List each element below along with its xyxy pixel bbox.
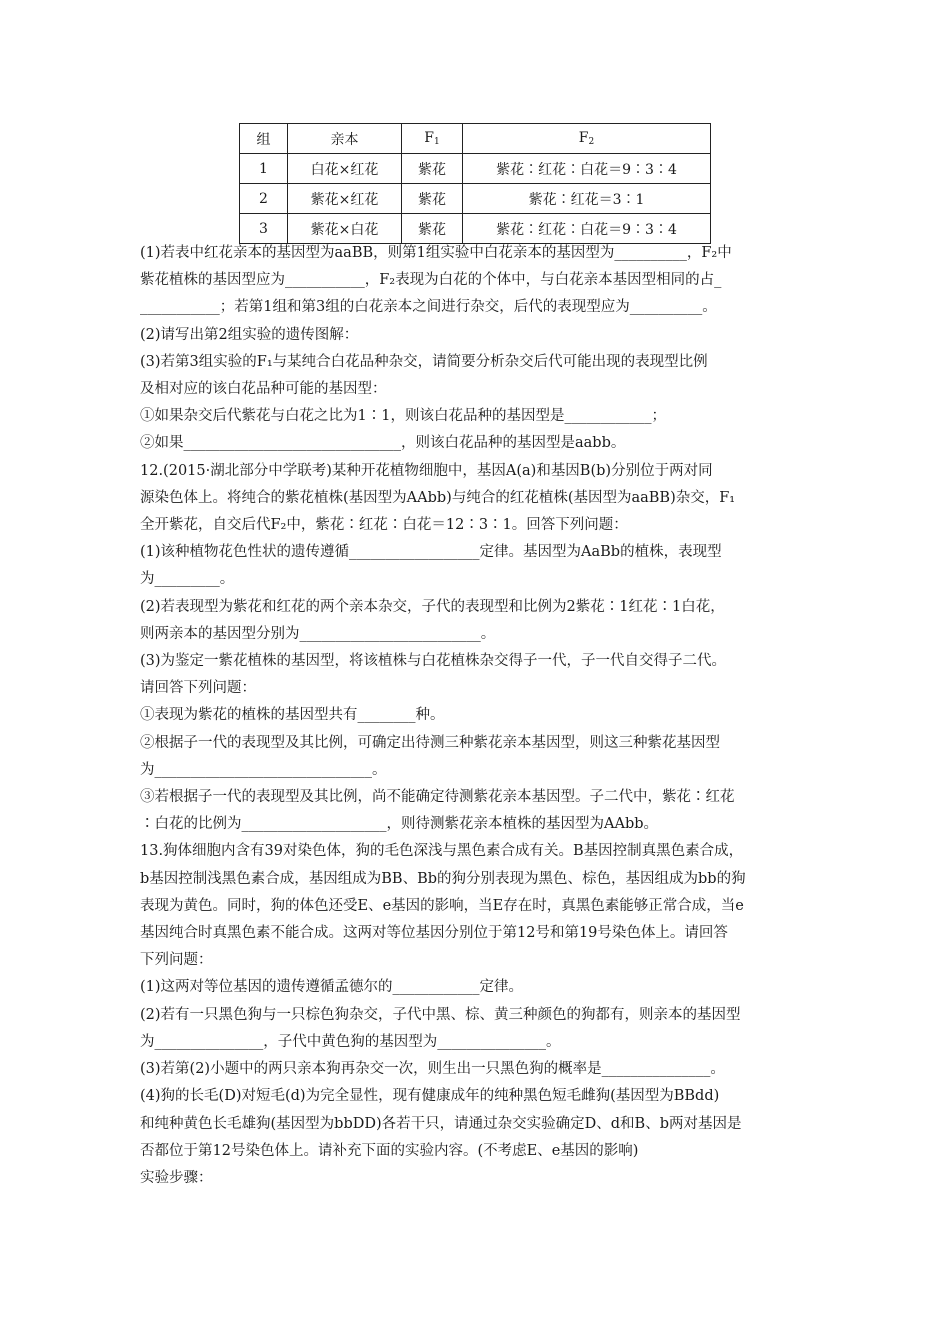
text-line: 下列问题： — [140, 952, 213, 969]
text-line: 及相对应的该白花品种可能的基因型： — [140, 381, 387, 398]
text-line: 表现为黄色。同时，狗的体色还受E、e基因的影响，当E存在时，真黑色素能够正常合成，当e — [140, 897, 744, 914]
table-cell: 紫花∶红花∶白花＝9∶3∶4 — [463, 154, 711, 184]
text-line: ②根据子一代的表现型及其比例，可确定出待测三种紫花亲本基因型，则这三种紫花基因型 — [140, 734, 720, 751]
text-line: ③若根据子一代的表现型及其比例，尚不能确定待测紫花亲本基因型。子二代中，紫花∶红花 — [140, 789, 735, 806]
table-cell: 1 — [240, 154, 288, 184]
text-line: 紫花植株的基因型应为___________，F₂表现为白花的个体中，与白花亲本基因型相同的占_ — [140, 272, 722, 289]
table-row — [240, 154, 711, 184]
text-line: (3)为鉴定一紫花植株的基因型，将该植株与白花植株杂交得子一代，子一代自交得子二代。 — [140, 653, 727, 670]
header-f1: $F_1$ — [402, 124, 463, 154]
text-line: 12.(2015·湖北部分中学联考)某种开花植物细胞中，基因A(a)和基因B(b)分别位于两对同 — [140, 462, 713, 479]
text-line: 为______________________________。 — [140, 761, 387, 778]
table-cell: 紫花∶红花∶白花＝9∶3∶4 — [463, 214, 711, 244]
text-line: ∶白花的比例为____________________，则待测紫花亲本植株的基因型为AAbb。 — [140, 816, 659, 833]
table-cell: 紫花∶红花＝3∶1 — [463, 184, 711, 214]
text-line: 全开紫花，自交后代F₂中，紫花∶红花∶白花＝12∶3∶1。回答下列问题： — [140, 517, 628, 534]
text-line: 实验步骤： — [140, 1169, 213, 1186]
table-header-row — [240, 124, 711, 154]
table-row — [240, 214, 711, 244]
table-cell: 紫花×白花 — [288, 214, 402, 244]
text-line: (3)若第3组实验的F₁与某纯合白花品种杂交，请简要分析杂交后代可能出现的表现型比例 — [140, 353, 708, 370]
text-line: 为_______________，子代中黄色狗的基因型为_______________。 — [140, 1033, 561, 1050]
text-line: 源染色体上。将纯合的紫花植株(基因型为AAbb)与纯合的红花植株(基因型为aaBB)杂交，F₁ — [140, 489, 736, 506]
header-f2: $F_2$ — [463, 124, 711, 154]
text-line: 13.狗体细胞内含有39对染色体，狗的毛色深浅与黑色素合成有关。B基因控制真黑色素合成， — [140, 843, 744, 860]
text-line: (2)若表现型为紫花和红花的两个亲本杂交，子代的表现型和比例为2紫花∶1红花∶1白花， — [140, 598, 725, 615]
text-line: b基因控制浅黑色素合成，基因组成为BB、Bb的狗分别表现为黑色、棕色，基因组成为bb的狗 — [140, 870, 746, 887]
text-line: ①表现为紫花的植株的基因型共有________种。 — [140, 707, 445, 724]
text-line: ②如果______________________________，则该白花品种的基因型是aabb。 — [140, 435, 626, 452]
table-cell: 紫花 — [402, 154, 463, 184]
table-cell: 3 — [240, 214, 288, 244]
text-line: 请回答下列问题： — [140, 680, 256, 697]
text-line: (3)若第(2)小题中的两只亲本狗再杂交一次，则生出一只黑色狗的概率是_______________。 — [140, 1061, 725, 1078]
text-line: (1)这两对等位基因的遗传遵循孟德尔的____________定律。 — [140, 979, 524, 996]
text-line: 否都位于第12号染色体上。请补充下面的实验内容。(不考虑E、e基因的影响) — [140, 1142, 639, 1159]
table-cell: 2 — [240, 184, 288, 214]
table-cell: 紫花 — [402, 184, 463, 214]
text-line: (1)该种植物花色性状的遗传遵循__________________定律。基因型为AaBb的植株，表现型 — [140, 544, 722, 561]
text-line: (4)狗的长毛(D)对短毛(d)为完全显性，现有健康成年的纯种黑色短毛雌狗(基因型为BBdd) — [140, 1088, 720, 1105]
header-group: 组 — [240, 124, 288, 154]
text-line: (2)请写出第2组实验的遗传图解： — [140, 326, 359, 343]
header-parents: 亲本 — [288, 124, 402, 154]
text-line: ①如果杂交后代紫花与白花之比为1∶1，则该白花品种的基因型是____________； — [140, 408, 666, 425]
text-line: 为_________。 — [140, 571, 235, 588]
text-line: 则两亲本的基因型分别为_________________________。 — [140, 625, 496, 642]
question-text — [140, 240, 820, 1192]
text-line: 和纯种黄色长毛雄狗(基因型为bbDD)各若干只，请通过杂交实验确定D、d和B、b两对基因是 — [140, 1115, 742, 1132]
cross-results-table — [239, 123, 711, 244]
table-cell: 紫花×红花 — [288, 184, 402, 214]
text-line: (1)若表中红花亲本的基因型为aaBB，则第1组实验中白花亲本的基因型为__________，F₂中 — [140, 245, 732, 261]
table-cell: 白花×红花 — [288, 154, 402, 184]
text-line: 基因纯合时真黑色素不能合成。这两对等位基因分别位于第12号和第19号染色体上。请回答 — [140, 925, 728, 942]
text-line: (2)若有一只黑色狗与一只棕色狗杂交，子代中黑、棕、黄三种颜色的狗都有，则亲本的基因型 — [140, 1006, 741, 1023]
table-cell: 紫花 — [402, 214, 463, 244]
table-row — [240, 184, 711, 214]
text-line: ___________；若第1组和第3组的白花亲本之间进行杂交，后代的表现型应为__________。 — [140, 299, 717, 316]
